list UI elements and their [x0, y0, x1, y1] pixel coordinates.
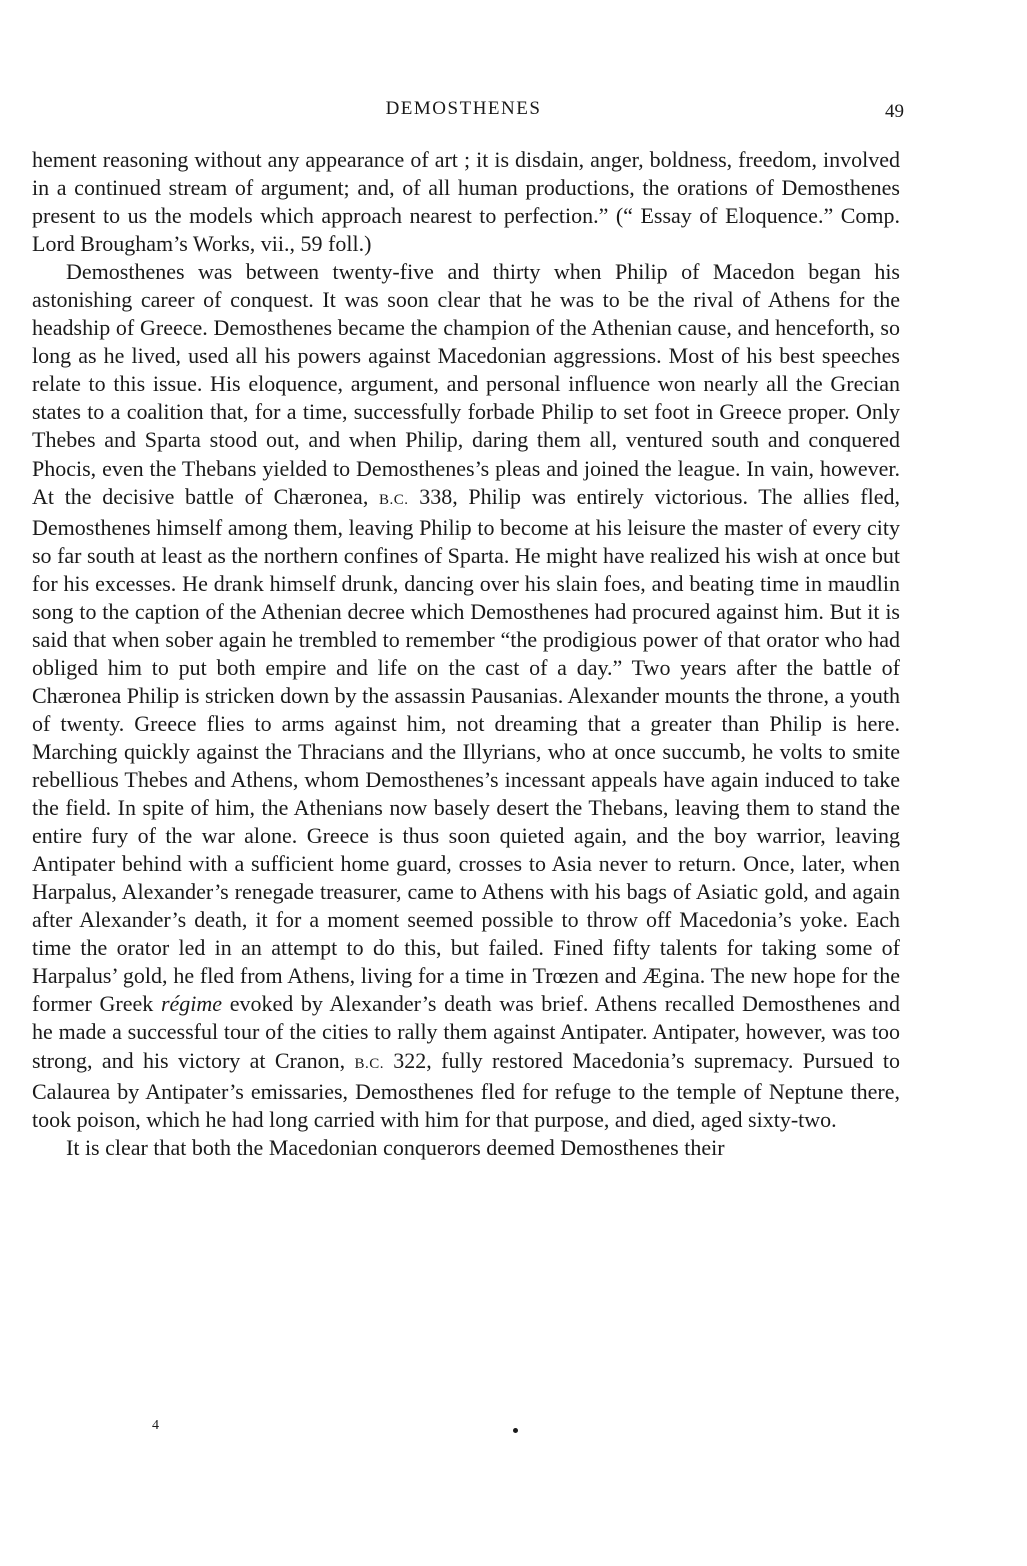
signature-mark: 4 [152, 1418, 159, 1433]
text-run: 322, fully restored Macedonia’s supremacy. Pursued to Calaurea by Antipater’s emissaries, Demosthenes fled for refuge to the temple of Neptune there, took poison, which he had long carried with him for that purpose, and died, aged sixty-two. [32, 1047, 900, 1132]
small-caps-text: B.C. [354, 1055, 384, 1072]
small-caps-text: B.C. [379, 491, 409, 508]
page-number: 49 [885, 101, 904, 122]
running-title: DEMOSTHENES [385, 98, 542, 119]
page-footer [0, 1418, 1027, 1438]
text-run: hement reasoning without any appearance of art ; it is disdain, anger, boldness, freedom, involved in a continued stream of argument; and, of all human productions, the orations of Demosthenes present to us the models which approach nearest to perfection.” (“ Essay of Eloquence.” Comp. Lord Brougham’s Works, vii., 59 foll.) [32, 147, 900, 257]
paragraph [32, 258, 900, 1133]
body-text [32, 146, 900, 1162]
text-run: It is clear that both the Macedonian conquerors deemed Demosthenes their [66, 1134, 725, 1160]
italic-text: régime [160, 991, 223, 1017]
paragraph [32, 146, 900, 258]
text-run: evoked by Alexander’s death was brief. Athens recalled Demosthenes and he made a successful tour of the cities to rally them against Antipater. Antipater, however, was too strong, and his victory at Cranon, [32, 991, 900, 1073]
dot-mark [513, 1428, 518, 1433]
text-run: Demosthenes was between twenty-five and thirty when Philip of Macedon began his astonishing career of conquest. It was soon clear that he was to be the rival of Athens for the headship of Greece. Demosthenes became the champion of the Athenian cause, and henceforth, so long as he lived, used all his powers against Macedonian aggressions. Most of his best speeches relate to this issue. His eloquence, argument, and personal influence won nearly all the Grecian states to a coalition that, for a time, successfully forbade Philip to set foot in Greece proper. Only Thebes and Sparta stood out, and when Philip, daring them all, ventured south and conquered Phocis, even the Thebans yielded to Demosthenes’s pleas and joined the league. In vain, however. At the decisive battle of Chæronea, [32, 259, 900, 509]
text-run: 338, Philip was entirely victorious. The allies fled, Demosthenes himself among them, leaving Philip to become at his leisure the master of every city so far south at least as the northern confines of Sparta. He might have realized his wish at once but for his excesses. He drank himself drunk, dancing over his slain foes, and beating time in maudlin song to the caption of the Athenian decree which Demosthenes had procured against him. But it is said that when sober again he trembled to remember “the prodigious power of that orator who had obliged him to put both empire and life on the cast of a day.” Two years after the battle of Chæronea Philip is stricken down by the assassin Pausanias. Alexander mounts the throne, a youth of twenty. Greece flies to arms against him, not dreaming that a greater than Philip is here. Marching quickly against the Thracians and the Illyrians, who at once succumb, he volts to smite rebellious Thebes and Athens, whom Demosthenes’s incessant appeals have again induced to take the field. In spite of him, the Athenians now basely desert the Thebans, leaving them to stand the entire fury of the war alone. Greece is thus soon quieted again, and the boy warrior, leaving Antipater behind with a sufficient home guard, crosses to Asia never to return. Once, later, when Harpalus, Alexander’s renegade treasurer, came to Athens with his bags of Asiatic gold, and again after Alexander’s death, it for a moment seemed possible to throw off Macedonia’s yoke. Each time the orator led in an attempt to do this, but failed. Fined fifty talents for taking some of Harpalus’ gold, he fled from Athens, living for a time in Trœzen and Ægina. The new hope for the former Greek [32, 483, 901, 1017]
paragraph [32, 1134, 900, 1162]
